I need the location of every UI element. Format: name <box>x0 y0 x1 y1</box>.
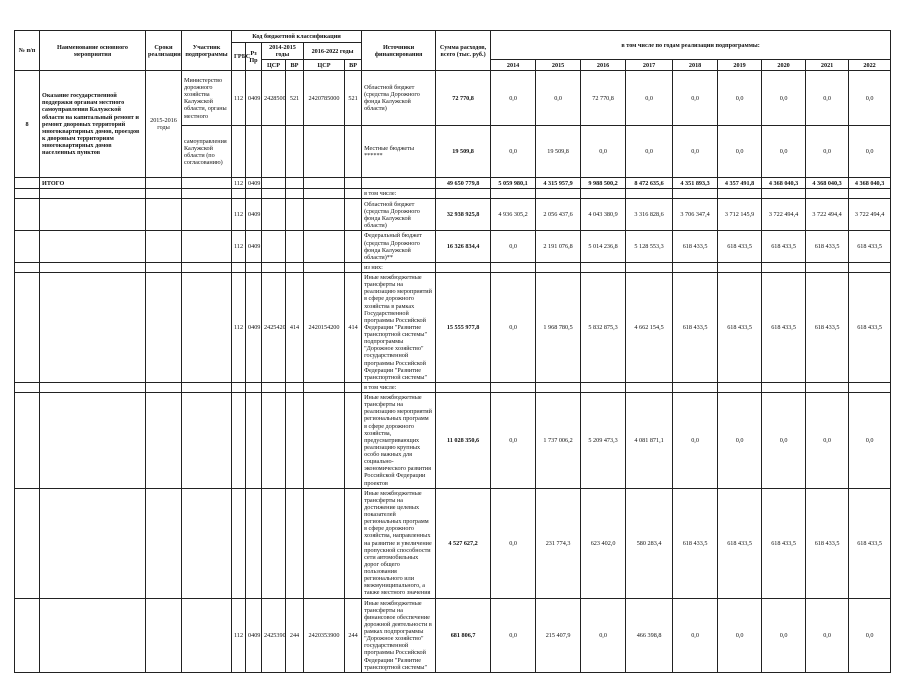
vr-code: 414 <box>286 273 304 383</box>
total-sum: 16 326 834,4 <box>436 231 491 263</box>
vr-code: 244 <box>286 598 304 672</box>
year-value: 5 128 553,3 <box>626 231 673 263</box>
year-value: 618 433,5 <box>762 273 806 383</box>
header-row-1 <box>15 31 891 43</box>
year-value: 8 472 635,6 <box>626 178 673 189</box>
year-value: 0,0 <box>491 231 536 263</box>
grbs-code: 112 <box>232 598 246 672</box>
grbs-code: 112 <box>232 71 246 126</box>
funding-source: Иные межбюджетные трансферты на реализацию мероприятий региональных программ в сфере дорожного хозяйства, предусматривающих реализацию крупных особо важных для социально-экономического развития Российской Федерации проектов <box>362 393 436 489</box>
year-value: 1 968 780,5 <box>536 273 581 383</box>
vr-code: 414 <box>345 273 362 383</box>
year-value: 618 433,5 <box>806 488 849 598</box>
funding-source: Иные межбюджетные трансферты на финансовое обеспечение дорожной деятельности в рамках подпрограммы "Дорожное хозяйство" государственной программы Российской Федерации "Развитие транспортной системы" <box>362 598 436 672</box>
year-value: 618 433,5 <box>718 273 762 383</box>
table-row-total <box>15 178 891 189</box>
year-value: 0,0 <box>718 393 762 489</box>
year-value: 0,0 <box>806 598 849 672</box>
year-value: 0,0 <box>491 598 536 672</box>
col-header-year: 2017 <box>626 60 673 71</box>
grbs-code: 112 <box>232 231 246 263</box>
year-value: 231 774,3 <box>536 488 581 598</box>
col-header-sum: Сумма расходов, всего (тыс. руб.) <box>436 31 491 71</box>
col-header-year: 2016 <box>581 60 626 71</box>
year-value: 4 368 040,3 <box>849 178 891 189</box>
year-value: 2 191 076,8 <box>536 231 581 263</box>
grbs-code: 112 <box>232 178 246 189</box>
year-value: 5 059 980,1 <box>491 178 536 189</box>
col-header-name: Наименование основного мероприятия <box>40 31 146 71</box>
year-value: 0,0 <box>626 71 673 126</box>
col-header-year: 2018 <box>673 60 718 71</box>
year-value: 0,0 <box>849 598 891 672</box>
table-row-federal-budget <box>15 231 891 263</box>
year-value: 3 316 828,6 <box>626 199 673 231</box>
year-value: 618 433,5 <box>762 488 806 598</box>
total-sum: 15 555 977,8 <box>436 273 491 383</box>
year-value: 3 722 494,4 <box>849 199 891 231</box>
year-value: 215 407,9 <box>536 598 581 672</box>
col-header-year: 2020 <box>762 60 806 71</box>
csr-code: 2425420 <box>262 273 286 383</box>
col-header-participant: Участник подпрограммы <box>182 31 232 71</box>
year-value: 0,0 <box>673 71 718 126</box>
participant-ministry: Министерство дорожного хозяйства Калужской области, органы местного <box>182 71 232 126</box>
year-value: 0,0 <box>806 71 849 126</box>
year-value: 0,0 <box>849 126 891 178</box>
table-row-regional-budget <box>15 199 891 231</box>
year-value: 0,0 <box>626 126 673 178</box>
funding-source: Местные бюджеты ****** <box>362 126 436 178</box>
year-value: 0,0 <box>849 393 891 489</box>
col-header-vr-1: ВР <box>286 60 304 71</box>
year-value: 0,0 <box>536 71 581 126</box>
year-value: 0,0 <box>491 488 536 598</box>
vr-code: 244 <box>345 598 362 672</box>
year-value: 580 283,4 <box>626 488 673 598</box>
year-value: 0,0 <box>806 126 849 178</box>
year-value: 0,0 <box>718 598 762 672</box>
col-header-2014-2015: 2014-2015 годы <box>262 43 304 60</box>
year-value: 0,0 <box>849 71 891 126</box>
year-value: 0,0 <box>806 393 849 489</box>
year-value: 5 832 875,3 <box>581 273 626 383</box>
rzpr-code: 0409 <box>246 178 262 189</box>
year-value: 19 509,8 <box>536 126 581 178</box>
total-label: ИТОГО <box>40 178 146 189</box>
year-value: 0,0 <box>491 393 536 489</box>
year-value: 618 433,5 <box>718 488 762 598</box>
year-value: 4 351 893,3 <box>673 178 718 189</box>
col-header-source: Источники финансирования <box>362 31 436 71</box>
col-header-csr-2: ЦСР <box>304 60 345 71</box>
col-header-terms: Сроки реализации <box>146 31 182 71</box>
funding-source: Федеральный бюджет (средства Дорожного фонда Калужской области)** <box>362 231 436 263</box>
table-row-transfer-2 <box>15 393 891 489</box>
year-value: 618 433,5 <box>762 231 806 263</box>
csr-code: 2420353900 <box>304 598 345 672</box>
col-header-year: 2015 <box>536 60 581 71</box>
measure-terms: 2015-2016 годы <box>146 71 182 178</box>
year-value: 3 706 347,4 <box>673 199 718 231</box>
year-value: 1 737 006,2 <box>536 393 581 489</box>
table-row-transfer-3 <box>15 488 891 598</box>
table-row-transfer-1 <box>15 273 891 383</box>
year-value: 0,0 <box>581 598 626 672</box>
rzpr-code: 0409 <box>246 273 262 383</box>
col-header-vr-2: ВР <box>345 60 362 71</box>
total-sum: 681 806,7 <box>436 598 491 672</box>
total-sum: 19 509,8 <box>436 126 491 178</box>
year-value: 0,0 <box>718 71 762 126</box>
year-value: 4 081 871,1 <box>626 393 673 489</box>
col-header-rzpr: Рз Пр <box>246 43 262 71</box>
year-value: 618 433,5 <box>849 273 891 383</box>
year-value: 4 936 305,2 <box>491 199 536 231</box>
col-header-year: 2022 <box>849 60 891 71</box>
col-header-grbs: ГРБС <box>232 43 246 71</box>
year-value: 618 433,5 <box>673 231 718 263</box>
funding-source: Иные межбюджетные трансферты на достижение целевых показателей региональных программ в сфере дорожного хозяйства, направленных на развитие и увеличение пропускной способности сети автомобильных дорог общего пользования регионального или межмуниципального, а также местного значения <box>362 488 436 598</box>
budget-table <box>14 30 891 673</box>
col-header-budget-code: Код бюджетной классификации <box>232 31 362 43</box>
table-row-transfer-4 <box>15 598 891 672</box>
vr-code: 521 <box>345 71 362 126</box>
col-header-year: 2014 <box>491 60 536 71</box>
year-value: 0,0 <box>491 71 536 126</box>
rzpr-code: 0409 <box>246 199 262 231</box>
total-sum: 72 770,8 <box>436 71 491 126</box>
year-value: 618 433,5 <box>849 231 891 263</box>
rzpr-code: 0409 <box>246 598 262 672</box>
total-sum: 11 028 350,6 <box>436 393 491 489</box>
total-sum: 49 650 779,8 <box>436 178 491 189</box>
year-value: 0,0 <box>762 598 806 672</box>
year-value: 618 433,5 <box>806 273 849 383</box>
grbs-code: 112 <box>232 199 246 231</box>
year-value: 4 368 040,3 <box>806 178 849 189</box>
year-value: 9 988 500,2 <box>581 178 626 189</box>
total-sum: 32 938 925,8 <box>436 199 491 231</box>
csr-code: 2420785000 <box>304 71 345 126</box>
year-value: 618 433,5 <box>673 273 718 383</box>
col-header-years-group: в том числе по годам реализации подпрограммы: <box>491 31 891 60</box>
year-value: 466 398,8 <box>626 598 673 672</box>
year-value: 3 722 494,4 <box>762 199 806 231</box>
year-value: 72 770,8 <box>581 71 626 126</box>
year-value: 618 433,5 <box>849 488 891 598</box>
subheading-of-them: из них: <box>362 262 436 272</box>
year-value: 4 043 380,9 <box>581 199 626 231</box>
table-row-of-them <box>15 262 891 272</box>
col-header-year: 2019 <box>718 60 762 71</box>
year-value: 2 056 437,6 <box>536 199 581 231</box>
year-value: 0,0 <box>673 598 718 672</box>
year-value: 4 368 040,3 <box>762 178 806 189</box>
subheading-incl: в том числе: <box>362 382 436 392</box>
vr-code: 521 <box>286 71 304 126</box>
col-header-csr-1: ЦСР <box>262 60 286 71</box>
year-value: 0,0 <box>491 126 536 178</box>
total-sum: 4 527 627,2 <box>436 488 491 598</box>
year-value: 618 433,5 <box>718 231 762 263</box>
row-number: 8 <box>15 71 40 178</box>
year-value: 623 402,0 <box>581 488 626 598</box>
year-value: 0,0 <box>762 393 806 489</box>
funding-source: Областной бюджет (средства Дорожного фонда Калужской области) <box>362 199 436 231</box>
year-value: 0,0 <box>491 273 536 383</box>
col-header-year: 2021 <box>806 60 849 71</box>
year-value: 3 722 494,4 <box>806 199 849 231</box>
col-header-2016-2022: 2016-2022 годы <box>304 43 362 60</box>
table-row-8-regional <box>15 71 891 126</box>
table-row-incl-2 <box>15 382 891 392</box>
year-value: 0,0 <box>762 126 806 178</box>
year-value: 4 315 957,9 <box>536 178 581 189</box>
funding-source: Иные межбюджетные трансферты на реализацию мероприятий в сфере дорожного хозяйства в рамках Государственной программы Российской Федерации "Развитие транспортной системы" подпрограммы "Дорожное хозяйство" государственной программы Российской Федерации "Развитие транспортной системы" <box>362 273 436 383</box>
year-value: 3 712 145,9 <box>718 199 762 231</box>
year-value: 0,0 <box>673 126 718 178</box>
year-value: 0,0 <box>718 126 762 178</box>
year-value: 618 433,5 <box>806 231 849 263</box>
rzpr-code: 0409 <box>246 231 262 263</box>
csr-code: 2428500 <box>262 71 286 126</box>
year-value: 0,0 <box>762 71 806 126</box>
csr-code: 2420154200 <box>304 273 345 383</box>
year-value: 0,0 <box>581 126 626 178</box>
year-value: 5 014 236,8 <box>581 231 626 263</box>
year-value: 4 662 154,5 <box>626 273 673 383</box>
participant-local: самоуправления Калужской области (по согласованию) <box>182 126 232 178</box>
year-value: 5 209 473,3 <box>581 393 626 489</box>
measure-name: Оказание государственной поддержки органам местного самоуправления Калужской области на капитальный ремонт и ремонт дворовых территорий многоквартирных домов, проездов к дворовым территориям многоквартирных домов населенных пунктов <box>40 71 146 178</box>
funding-source: Областной бюджет (средства Дорожного фонда Калужской области) <box>362 71 436 126</box>
table-row-incl <box>15 189 891 199</box>
col-header-no: № п/п <box>15 31 40 71</box>
year-value: 0,0 <box>673 393 718 489</box>
csr-code: 2425390 <box>262 598 286 672</box>
year-value: 4 357 491,8 <box>718 178 762 189</box>
rzpr-code: 0409 <box>246 71 262 126</box>
subheading-incl: в том числе: <box>362 189 436 199</box>
year-value: 618 433,5 <box>673 488 718 598</box>
grbs-code: 112 <box>232 273 246 383</box>
